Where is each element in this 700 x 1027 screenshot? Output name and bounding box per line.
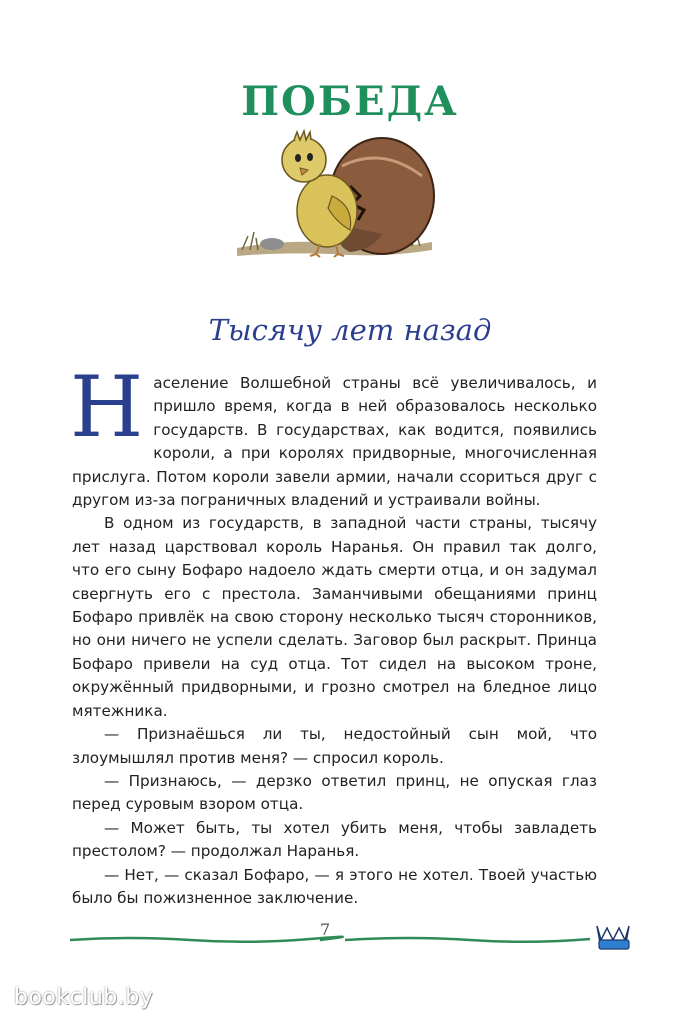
watermark: bookclub.by (14, 985, 154, 1010)
paragraph-5: — Может быть, ты хотел убить меня, чтобы завладеть престолом? — продолжал Наранья. (72, 818, 597, 861)
page-number: 7 (320, 920, 331, 939)
drop-cap: Н (70, 358, 144, 456)
body-text (70, 358, 597, 910)
paragraph-1 (70, 358, 597, 512)
paragraph-1-text: аселение Волшебной страны всё увеличивалось, и пришло время, когда в ней образовалось несколько государств. В государствах, как водится, появились короли, а при королях придворные, многочисленная прислуга. Потом короли завели армии, начали ссориться друг с другом из-за пограничных владений и устраивали войны. (72, 374, 597, 510)
paragraph-3: — Признаёшься ли ты, недостойный сын мой, что злоумышлял против меня? — спросил король. (72, 725, 597, 767)
chick-hatching-illustration (232, 126, 438, 264)
paragraph-4: — Признаюсь, — дерзко ответил принц, не опуская глаз перед суровым взором отца. (72, 771, 597, 814)
section-title: Тысячу лет назад (208, 313, 492, 347)
chapter-title: ПОБЕДА (241, 78, 459, 125)
footer-ornament (70, 918, 635, 958)
paragraph-6: — Нет, — сказал Бофаро, — я этого не хотел. Твоей участью было бы пожизненное заключение. (72, 865, 597, 907)
paragraph-2: В одном из государств, в западной части страны, тысячу лет назад царствовал король Наранья. Он правил так долго, что его сыну Бофаро надоело ждать смерти отца, и он задумал свергнуть его с престола. Заманчивыми обещаниями принц Бофаро привлёк на свою сторону несколько тысяч сторонников, но они ничего не успели сделать. Заговор был раскрыт. Принца Бофаро привели на суд отца. Тот сидел на высоком троне, окружённый придворными, и грозно смотрел на бледное лицо мятежника. (72, 514, 597, 720)
crown-icon (597, 926, 629, 949)
